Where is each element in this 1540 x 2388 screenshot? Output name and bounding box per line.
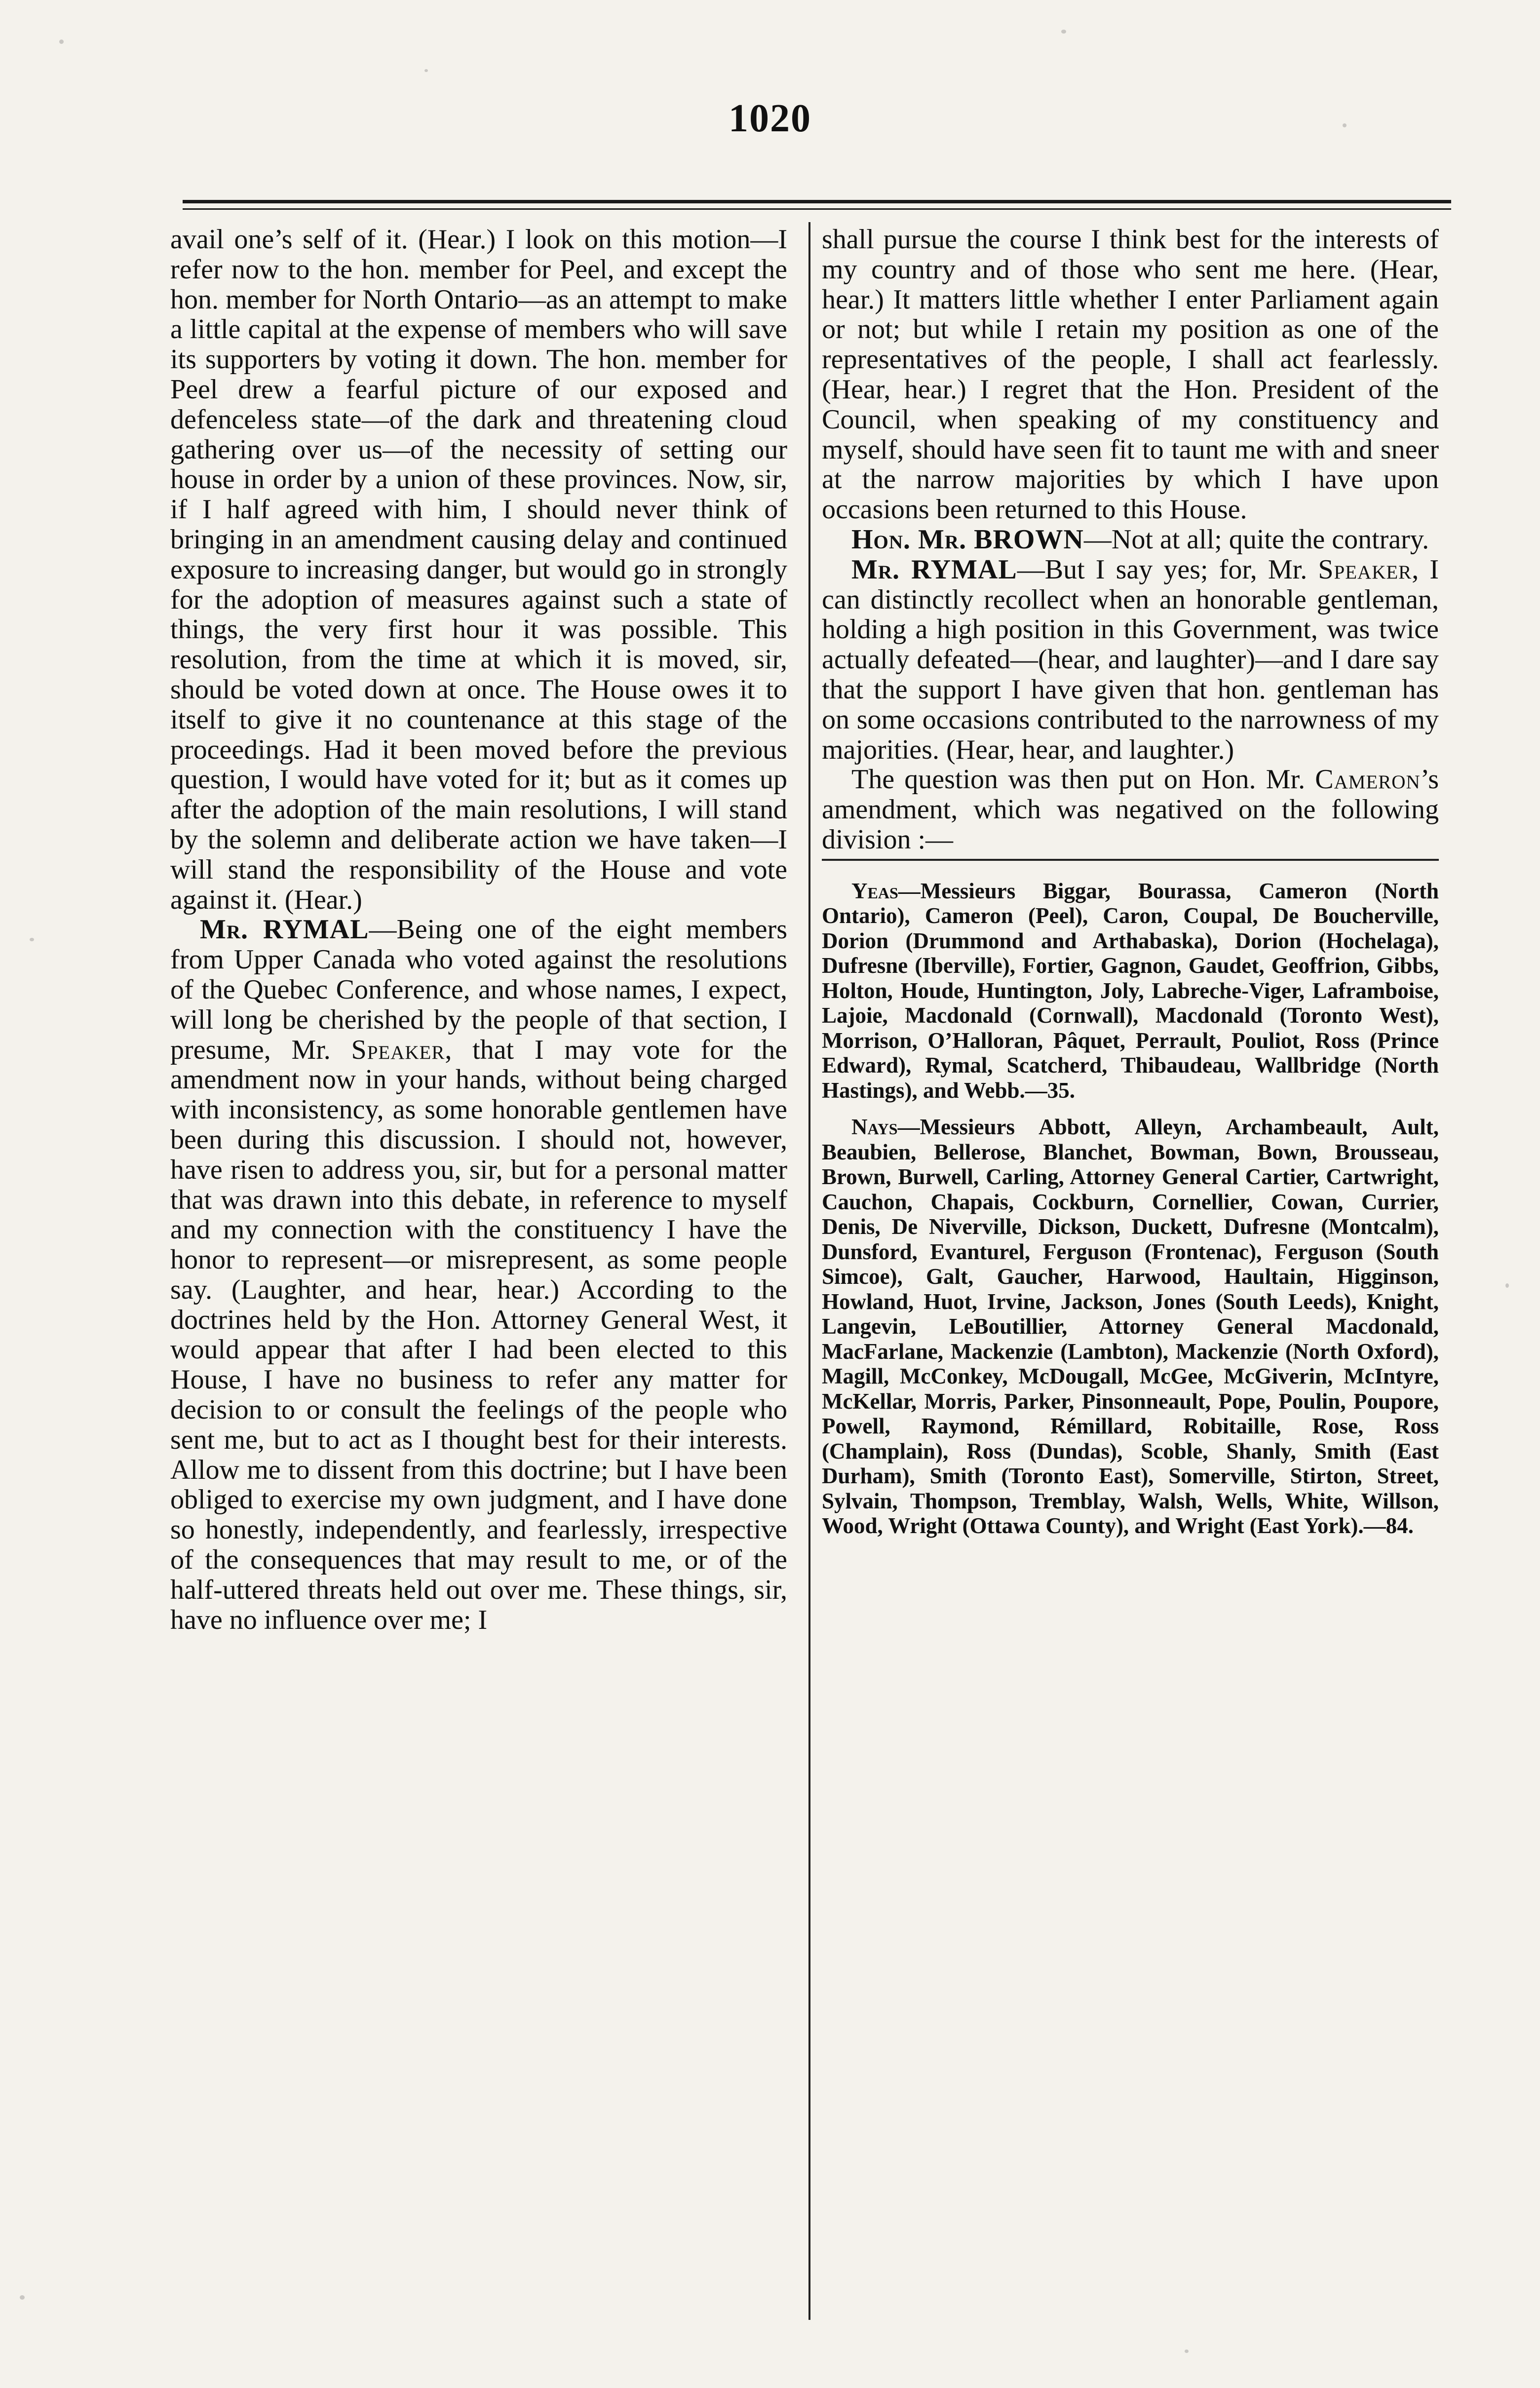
paper-speck (424, 69, 428, 72)
header-rule-thin (183, 208, 1451, 210)
header-rule (183, 200, 1451, 203)
paragraph: avail one’s self of it. (Hear.) I look on this motion—I refer now to the hon. member for Peel, and except the hon. member for North Ontario—as an attempt to make a little capital at the expense of members who will save its supporters by voting it down. The hon. member for Peel drew a fearful picture of our exposed and defenceless state—of the dark and threatening cloud gathering over us—of the necessity of setting our house in order by a union of these provinces. Now, sir, if I half agreed with him, I should never think of bringing in an amendment causing delay and continued exposure to increasing danger, but would go in strongly for the adoption of measures against such a state of things, the very first hour it was possible. This resolution, from the time at which it is moved, sir, should be voted down at once. The House owes it to itself to give it no countenance at this stage of the proceedings. Had it been moved before the previous question, I would have voted for it; but as it comes up after the adoption of the main resolutions, I will stand by the solemn and deliberate action we have taken—I will stand the responsibility of the House and vote against it. (Hear.) (170, 225, 787, 915)
speech-text: , that I may vote for the amendment now in your hands, without being charged with inconsistency, as some honorable gentlemen have been during this discussion. I should not, however, have risen to address you, sir, but for a personal matter that was drawn into this debate, in reference to myself and my connection with the constituency I have the honor to represent—or misrepresent, as some people say. (Laughter, and hear, hear.) According to the doctrines held by the Hon. Attorney General West, it would appear that after I had been elected to this House, I have no business to refer any matter for decision to or consult the feelings of the people who sent me, but to act as I thought best for their interests. Allow me to dissent from this doctrine; but I have been obliged to exercise my own judgment, and I have done so honestly, independently, and fearlessly, irrespective of the consequences that may result to me, or of the half-uttered threats held out over me. These things, sir, have no influence over me; I (170, 1034, 787, 1635)
speech-text: —Being one of the eight members from Upper Canada who voted against the resolutions of the Quebec Conference, and whose names, I expect, will long be cherished by the people of that section, I presume, Mr. (170, 914, 787, 1065)
yeas-list (822, 879, 1439, 1103)
speaker-name: Mr. RYMAL (851, 554, 1017, 585)
page-number: 1020 (729, 97, 811, 140)
speech-text: —But I say yes; for, Mr. (1017, 554, 1318, 585)
yeas-names: —Messieurs Biggar, Bourassa, Cameron (North Ontario), Cameron (Peel), Caron, Coupal, De Boucherville, Dorion (Drummond and Arthabaska), Dorion (Hochelaga), Dufresne (Iberville), Fortier, Gagnon, Gaudet, Geoffrion, Gibbs, Holton, Houde, Huntington, Joly, Labreche-Viger, Laframboise, Lajoie, Macdonald (Cornwall), Macdonald (Toronto West), Morrison, O’Halloran, Pâquet, Perrault, Pouliot, Ross (Prince Edward), Rymal, Scatcherd, Thibaudeau, Wallbridge (North Hastings), and Webb.—35. (822, 878, 1439, 1103)
speech-paragraph (822, 525, 1439, 555)
nays-list (822, 1115, 1439, 1539)
right-column (822, 225, 1439, 2322)
speaker-reference: Speaker (351, 1034, 445, 1065)
paper-speck (1505, 1283, 1509, 1288)
column-divider (808, 222, 810, 2320)
speech-text: , I can distinctly recollect when an honorable gentleman, holding a high position in this Government, was twice actually defeated—(hear, and laughter)—and I dare say that the support I have given that hon. gentleman has on some occasions contributed to the narrowness of my majorities. (Hear, hear, and laughter.) (822, 554, 1439, 765)
speech-text: —Not at all; quite the contrary. (1083, 524, 1429, 555)
member-name: Cameron (1315, 764, 1421, 795)
paper-speck (20, 2295, 25, 2300)
left-column (170, 225, 787, 2322)
paper-speck (1185, 2349, 1189, 2353)
paper-speck (30, 938, 34, 941)
nays-label: Nays (851, 1115, 898, 1140)
paper-speck (59, 39, 64, 44)
speaker-reference: Speaker (1318, 554, 1412, 585)
division-rule (822, 859, 1439, 861)
nays-names: —Messieurs Abbott, Alleyn, Archambeault, Ault, Beaubien, Bellerose, Blanchet, Bowman, Bown, Brousseau, Brown, Burwell, Carling, Attorney General Cartier, Cartwright, Cauchon, Chapais, Cockburn, Cornellier, Cowan, Currier, Denis, De Niverville, Dickson, Duckett, Dufresne (Montcalm), Dunsford, Evanturel, Ferguson (Frontenac), Ferguson (South Simcoe), Galt, Gaucher, Harwood, Haultain, Higginson, Howland, Huot, Irvine, Jackson, Jones (South Leeds), Knight, Langevin, LeBoutillier, Attorney General Macdonald, MacFarlane, Mackenzie (Lambton), Mackenzie (North Oxford), Magill, McConkey, McDougall, McGee, McGiverin, McIntyre, McKellar, Morris, Parker, Pinsonneault, Pope, Poulin, Poupore, Powell, Raymond, Rémillard, Robitaille, Rose, Ross (Champlain), Ross (Dundas), Scoble, Shanly, Smith (East Durham), Smith (Toronto East), Somerville, Stirton, Street, Sylvain, Thompson, Tremblay, Walsh, Wells, White, Willson, Wood, Wright (Ottawa County), and Wright (East York).—84. (822, 1115, 1439, 1539)
paper-speck (1061, 30, 1066, 34)
paragraph: shall pursue the course I think best for the interests of my country and of those who sent me here. (Hear, hear.) It matters little whether I enter Parliament again or not; but while I retain my position as one of the representatives of the people, I shall act fearlessly. (Hear, hear.) I regret that the Hon. President of the Council, when speaking of my constituency and myself, should have seen fit to taunt me with and sneer at the narrow majorities by which I have upon occasions been returned to this House. (822, 225, 1439, 525)
speech-paragraph (170, 915, 787, 1635)
division-intro: The question was then put on Hon. Mr. Cameron’s amendment, which was negatived on the following division :— (822, 764, 1439, 855)
speaker-name: Mr. RYMAL (200, 914, 369, 945)
yeas-label: Yeas (851, 878, 898, 903)
speech-paragraph (822, 555, 1439, 765)
speaker-name: Hon. Mr. BROWN (851, 524, 1084, 555)
